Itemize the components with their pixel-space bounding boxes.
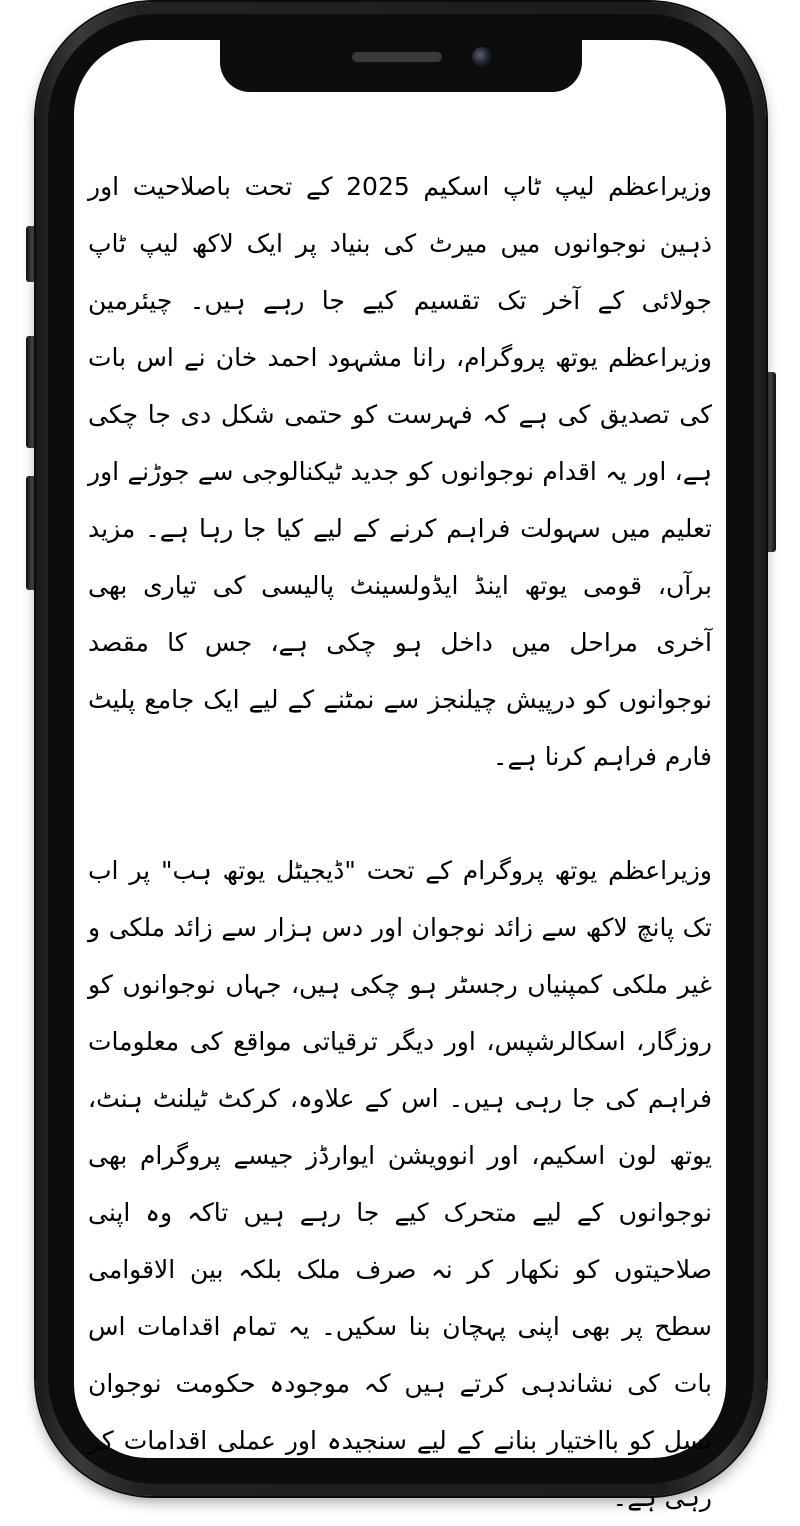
article-paragraph-1: وزیراعظم لیپ ٹاپ اسکیم 2025 کے تحت باصلاحیت اور ذہین نوجوانوں میں میرٹ کی بنیاد پر ایک لاکھ لیپ ٹاپ جولائی کے آخر تک تقسیم کیے جا رہے ہیں۔ چیئرمین وزیراعظم یوتھ پروگرام، رانا مشہود احمد خان نے اس بات کی تصدیق کی ہے کہ فہرست کو حتمی شکل دی جا چکی ہے، اور یہ اقدام نوجوانوں کو جدید ٹیکنالوجی سے جوڑنے اور تعلیم میں سہولت فراہم کرنے کے لیے کیا جا رہا ہے۔ مزید برآں، قومی یوتھ اینڈ ایڈولسینٹ پالیسی کی تیاری بھی آخری مراحل میں داخل ہو چکی ہے، جس کا مقصد نوجوانوں کو درپیش چیلنجز سے نمٹنے کے لیے ایک جامع پلیٹ فارم فراہم کرنا ہے۔ [88, 172, 712, 771]
article-body [88, 158, 712, 1526]
phone-screen [74, 40, 726, 1512]
phone-notch [220, 40, 582, 92]
article-paragraph-2: وزیراعظم یوتھ پروگرام کے تحت "ڈیجیٹل یوتھ ہب" پر اب تک پانچ لاکھ سے زائد نوجوان اور دس ہزار سے زائد ملکی و غیر ملکی کمپنیاں رجسٹر ہو چکی ہیں، جہاں نوجوانوں کو روزگار، اسکالرشپس، اور دیگر ترقیاتی مواقع کی معلومات فراہم کی جا رہی ہیں۔ اس کے علاوہ، کرکٹ ٹیلنٹ ہنٹ، یوتھ لون اسکیم، اور انوویشن ایوارڈز جیسے پروگرام بھی نوجوانوں کے لیے متحرک کیے جا رہے ہیں تاکہ وہ اپنی صلاحیتوں کو نکھار کر نہ صرف ملک بلکہ بین الاقوامی سطح پر بھی اپنی پہچان بنا سکیں۔ یہ تمام اقدامات اس بات کی نشاندہی کرتے ہیں کہ موجودہ حکومت نوجوان نسل کو بااختیار بنانے کے لیے سنجیدہ اور عملی اقدامات کر رہی ہے۔ [88, 856, 712, 1512]
speaker-grille [352, 52, 442, 62]
camera-icon [472, 47, 492, 67]
